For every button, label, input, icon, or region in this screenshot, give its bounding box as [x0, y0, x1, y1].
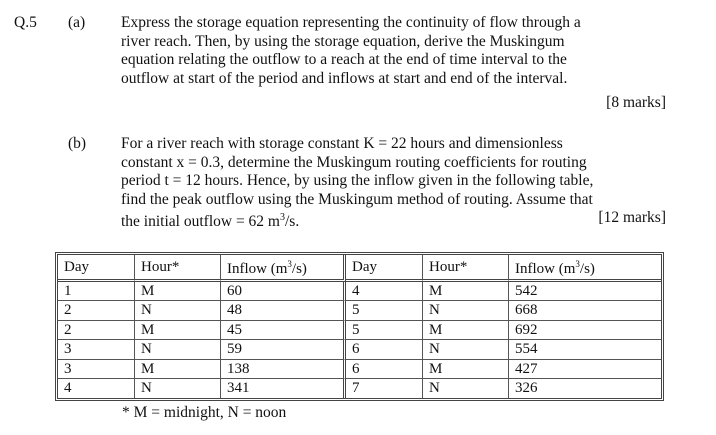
inflow-cell: 60: [221, 282, 346, 302]
table-row: [58, 301, 661, 321]
question-number: Q.5: [14, 14, 37, 31]
table-header-row: [58, 255, 661, 282]
day-cell: 3: [58, 340, 135, 360]
part-b-line: period t = 12 hours. Hence, by using the inflow given in the following table,: [121, 172, 594, 190]
inflow-cell: 48: [221, 301, 346, 321]
part-b-line: [121, 209, 666, 232]
header-hour: Hour*: [135, 255, 221, 282]
hour-cell: N: [423, 301, 509, 321]
day-cell: 5: [346, 301, 423, 321]
hour-cell: M: [423, 360, 509, 380]
header-inflow: Inflow $(m^3/s)$: [509, 255, 661, 282]
day-cell: 1: [58, 282, 135, 302]
inflow-cell: 59: [221, 340, 346, 360]
inflow-cell: 427: [509, 360, 661, 380]
part-b-text: [121, 135, 666, 232]
header-hour: Hour*: [423, 255, 509, 282]
hour-cell: M: [135, 360, 221, 380]
hour-cell: N: [423, 340, 509, 360]
part-a-line: Express the storage equation representing the continuity of flow through a: [121, 14, 581, 31]
day-cell: 2: [58, 301, 135, 321]
header-inflow: Inflow $(m^3/s)$: [221, 255, 346, 282]
day-cell: 2: [58, 321, 135, 341]
part-a-line: equation relating the outflow to a reach at the end of time interval to the: [121, 51, 567, 69]
table-row: [58, 282, 661, 302]
header-day: Day: [346, 255, 423, 282]
hour-cell: N: [423, 379, 509, 398]
table-row: [58, 360, 661, 380]
part-a-marks: [8 marks]: [606, 94, 666, 111]
part-b-line: constant x = 0.3, determine the Muskingum routing coefficients for routing: [121, 153, 587, 171]
hour-cell: N: [135, 301, 221, 321]
day-cell: 6: [346, 340, 423, 360]
part-b-marks: [12 marks]: [598, 209, 666, 227]
day-cell: 5: [346, 321, 423, 341]
part-b-line: For a river reach with storage constant K = 22 hours and dimensionless: [121, 135, 563, 152]
hour-cell: N: [135, 340, 221, 360]
hour-cell: M: [135, 282, 221, 302]
inflow-cell: 45: [221, 321, 346, 341]
inflow-cell: 138: [221, 360, 346, 380]
day-cell: 6: [346, 360, 423, 380]
table-footnote: * M = midnight, N = noon: [122, 404, 287, 421]
inflow-cell: 692: [509, 321, 661, 341]
day-cell: 7: [346, 379, 423, 398]
part-a-label: (a): [68, 14, 86, 31]
part-a-text: [121, 14, 666, 88]
inflow-cell: 554: [509, 340, 661, 360]
day-cell: 3: [58, 360, 135, 380]
initial-outflow-text: the initial outflow = 62 $m^3/s$.: [121, 212, 300, 231]
inflow-cell: 341: [221, 379, 346, 398]
day-cell: 4: [58, 379, 135, 398]
part-b-line: find the peak outflow using the Muskingum method of routing. Assume that: [121, 190, 593, 208]
table-row: [58, 379, 661, 398]
day-cell: 4: [346, 282, 423, 302]
inflow-table: [55, 252, 664, 401]
inflow-cell: 668: [509, 301, 661, 321]
hour-cell: M: [423, 282, 509, 302]
hour-cell: M: [423, 321, 509, 341]
header-day: Day: [58, 255, 135, 282]
hour-cell: N: [135, 379, 221, 398]
inflow-cell: 542: [509, 282, 661, 302]
table-row: [58, 321, 661, 341]
part-a-line: river reach. Then, by using the storage equation, derive the Muskingum: [121, 32, 565, 50]
hour-cell: M: [135, 321, 221, 341]
part-a-line: outflow at start of the period and inflows at start and end of the interval.: [121, 69, 568, 87]
table-row: [58, 340, 661, 360]
part-b-label: (b): [68, 135, 87, 152]
inflow-cell: 326: [515, 380, 538, 396]
